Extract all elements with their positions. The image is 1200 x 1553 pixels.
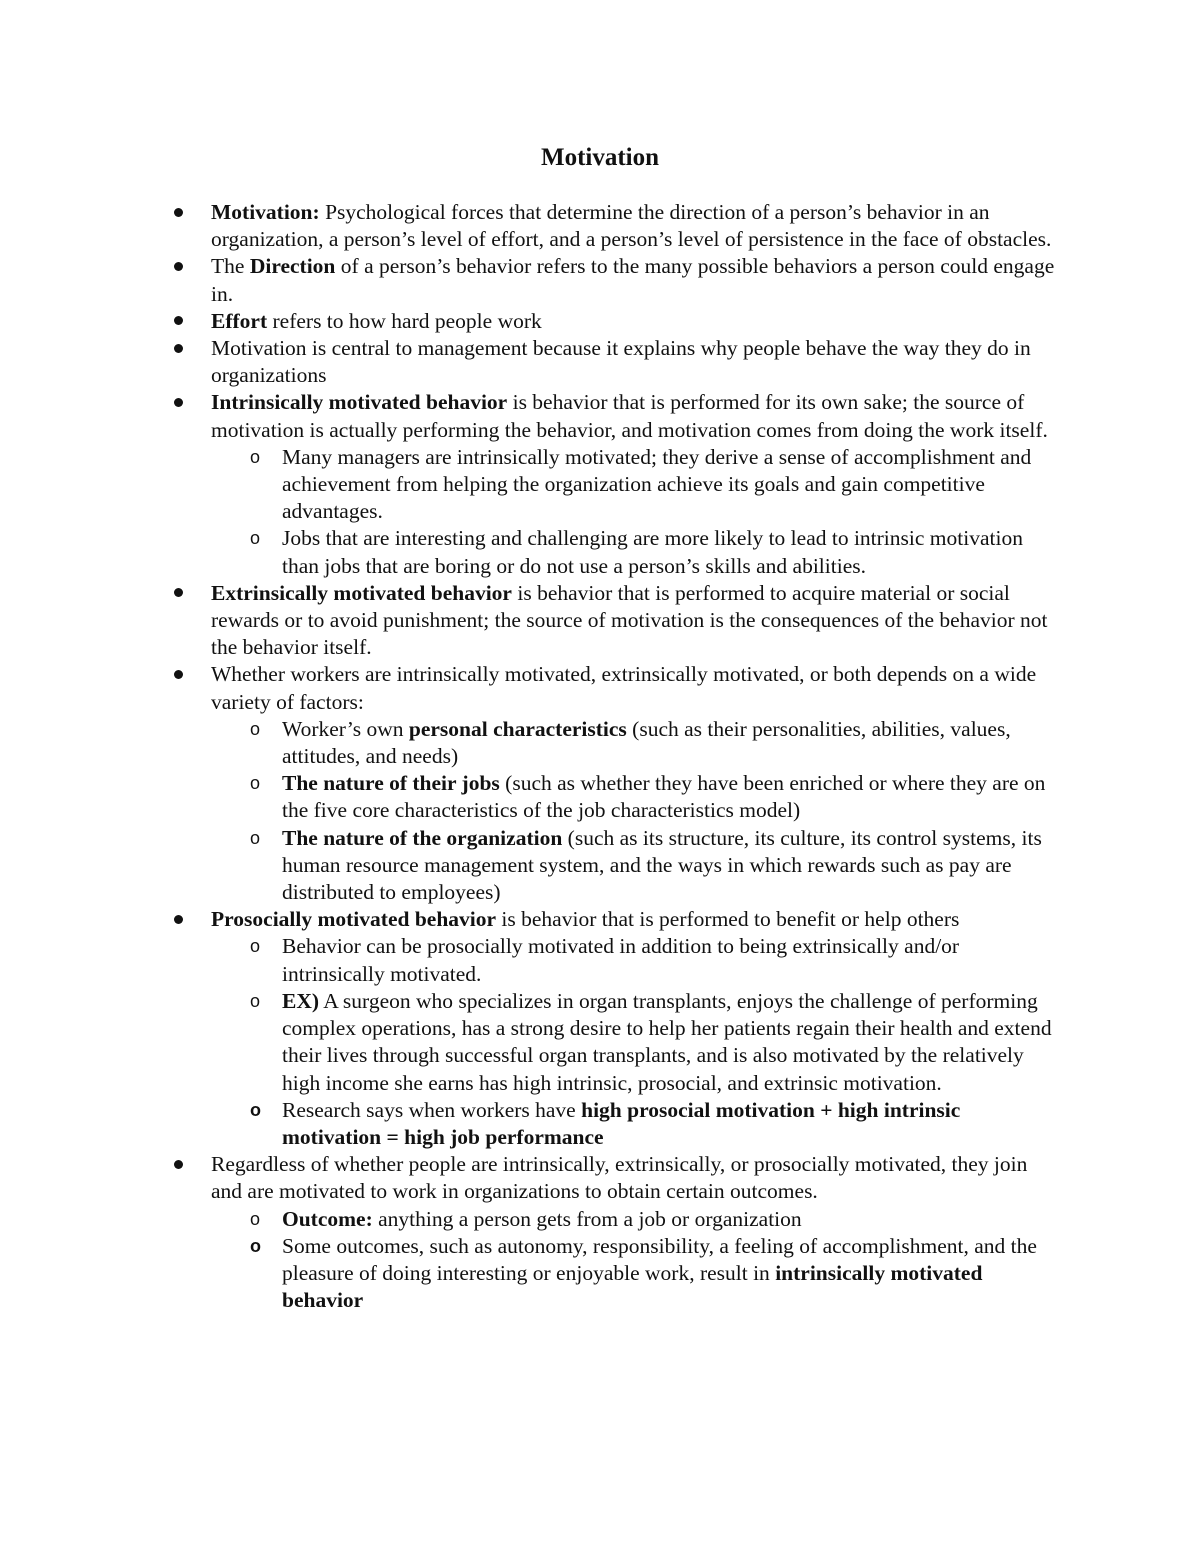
bold-term: Motivation: bbox=[211, 200, 320, 224]
sub-list-item bbox=[250, 933, 1058, 987]
hollow-bullet-icon: o bbox=[250, 1099, 261, 1120]
bold-term: The nature of the organization bbox=[282, 825, 563, 850]
sub-list-item bbox=[250, 1206, 1058, 1233]
sub-list-item bbox=[250, 770, 1058, 824]
sub-list-item bbox=[250, 825, 1058, 907]
list-item bbox=[0, 199, 1061, 253]
sub-list-item bbox=[250, 988, 1058, 1097]
list-item bbox=[0, 253, 1061, 307]
text-run: is behavior that is performed to benefit or help others bbox=[496, 907, 960, 932]
bold-term: Intrinsically motivated behavior bbox=[211, 390, 508, 415]
text-run: (such as their personalities, abilities, values, attitudes, and needs) bbox=[282, 716, 1011, 769]
text-run: anything a person gets from a job or organization bbox=[372, 1206, 802, 1231]
sub-list bbox=[211, 1206, 1061, 1315]
text-run: Research says when workers have bbox=[282, 1097, 582, 1122]
bold-term: The nature of their jobs bbox=[282, 771, 500, 796]
hollow-bullet-icon: o bbox=[250, 446, 261, 467]
list-item bbox=[0, 335, 1061, 389]
sub-list-item bbox=[250, 1233, 1058, 1315]
text-run: of a person’s behavior refers to the many possible behaviors a person could engage in. bbox=[211, 254, 1055, 306]
text-run: Regardless of whether people are intrinsically, extrinsically, or prosocially motivated, they join and are motivated to work in organizations to obtain certain outcomes. bbox=[211, 1152, 1028, 1204]
hollow-bullet-icon: o bbox=[250, 990, 261, 1011]
bullet-icon bbox=[174, 262, 183, 271]
bullet-icon bbox=[174, 670, 183, 679]
bold-term: Prosocially motivated behavior bbox=[211, 907, 497, 932]
text-run: is behavior that is performed to acquire material or social rewards or to avoid punishment; the source of motivation is the consequences of the behavior not the behavior itself. bbox=[211, 580, 1048, 660]
text-run: The bbox=[211, 254, 250, 279]
bullet-icon bbox=[174, 915, 183, 924]
text-run: (such as whether they have been enriched or where they are on the five core characteristics of the job characteristics model) bbox=[282, 771, 1046, 823]
page-title: Motivation bbox=[540, 144, 660, 171]
sub-list bbox=[211, 716, 1061, 906]
hollow-bullet-icon: o bbox=[250, 773, 261, 794]
text-run: is behavior that is performed for its own sake; the source of motivation is actually performing the behavior, and motivation comes from doing the work itself. bbox=[211, 390, 1048, 442]
sub-list-item bbox=[250, 444, 1058, 526]
bold-term: intrinsically motivated behavior bbox=[282, 1260, 983, 1313]
sub-list-item bbox=[250, 1097, 1058, 1151]
text-run: Worker’s own bbox=[282, 716, 409, 741]
text-run: Some outcomes, such as autonomy, responsibility, a feeling of accomplishment, and the pleasure of doing interesting or enjoyable work, result in bbox=[282, 1233, 1037, 1285]
text-run: Behavior can be prosocially motivated in addition to being extrinsically and/or intrinsically motivated. bbox=[282, 934, 960, 986]
bold-term: personal characteristics bbox=[408, 716, 627, 741]
text-run: Motivation is central to management because it explains why people behave the way they do in organizations bbox=[211, 336, 1031, 388]
sub-list-item bbox=[250, 525, 1058, 579]
hollow-bullet-icon: o bbox=[250, 1208, 261, 1229]
bold-term: Direction bbox=[249, 254, 336, 279]
hollow-bullet-icon: o bbox=[250, 528, 261, 549]
sub-list-item bbox=[250, 716, 1058, 770]
bullet-icon bbox=[174, 398, 183, 407]
text-run: A surgeon who specializes in organ transplants, enjoys the challenge of performing complex operations, has a strong desire to help her patients regain their health and extend their lives through successful organ transplants, and is also motivated by the relatively high income she earns has high intrinsic, prosocial, and extrinsic motivation. bbox=[282, 988, 1052, 1095]
sub-list bbox=[211, 444, 1061, 580]
bullet-icon bbox=[174, 344, 183, 353]
bullet-icon bbox=[174, 1160, 183, 1169]
bullet-icon bbox=[174, 208, 183, 217]
hollow-bullet-icon: o bbox=[250, 1235, 261, 1256]
sub-list bbox=[211, 933, 1061, 1151]
bullet-icon bbox=[174, 316, 183, 325]
bullet-icon bbox=[174, 588, 183, 597]
list-item bbox=[0, 1151, 1061, 1314]
list-item bbox=[0, 580, 1061, 662]
list-item bbox=[0, 389, 1061, 579]
document-body bbox=[0, 199, 1200, 1314]
text-run: Many managers are intrinsically motivated; they derive a sense of accomplishment and achievement from helping the organization achieve its goals and gain competitive advantages. bbox=[282, 444, 1032, 524]
text-run: Whether workers are intrinsically motivated, extrinsically motivated, or both depends on a wide variety of factors: bbox=[211, 662, 1037, 714]
bold-term: EX) bbox=[282, 988, 320, 1013]
list-item bbox=[0, 661, 1061, 906]
bold-term: Extrinsically motivated behavior bbox=[211, 580, 512, 605]
hollow-bullet-icon: o bbox=[250, 718, 261, 739]
list-item bbox=[0, 308, 1061, 335]
text-run: Psychological forces that determine the direction of a person’s behavior in an organization, a person’s level of effort, and a person’s level of persistence in the face of obstacles. bbox=[211, 200, 1052, 252]
text-run: (such as its structure, its culture, its control systems, its human resource management system, and the ways in which rewards such as pay are distributed to employees) bbox=[282, 825, 1042, 905]
bold-term: Effort bbox=[211, 308, 268, 333]
list-item bbox=[0, 906, 1061, 1151]
hollow-bullet-icon: o bbox=[250, 936, 261, 957]
text-run: refers to how hard people work bbox=[267, 308, 542, 333]
bold-term: high prosocial motivation + high intrinsic motivation = high job performance bbox=[282, 1097, 961, 1149]
hollow-bullet-icon: o bbox=[250, 827, 261, 848]
bullet-list bbox=[0, 199, 1200, 1314]
bold-term: Outcome: bbox=[282, 1206, 373, 1231]
text-run: Jobs that are interesting and challenging are more likely to lead to intrinsic motivation than jobs that are boring or do not use a person’s skills and abilities. bbox=[282, 526, 1023, 578]
